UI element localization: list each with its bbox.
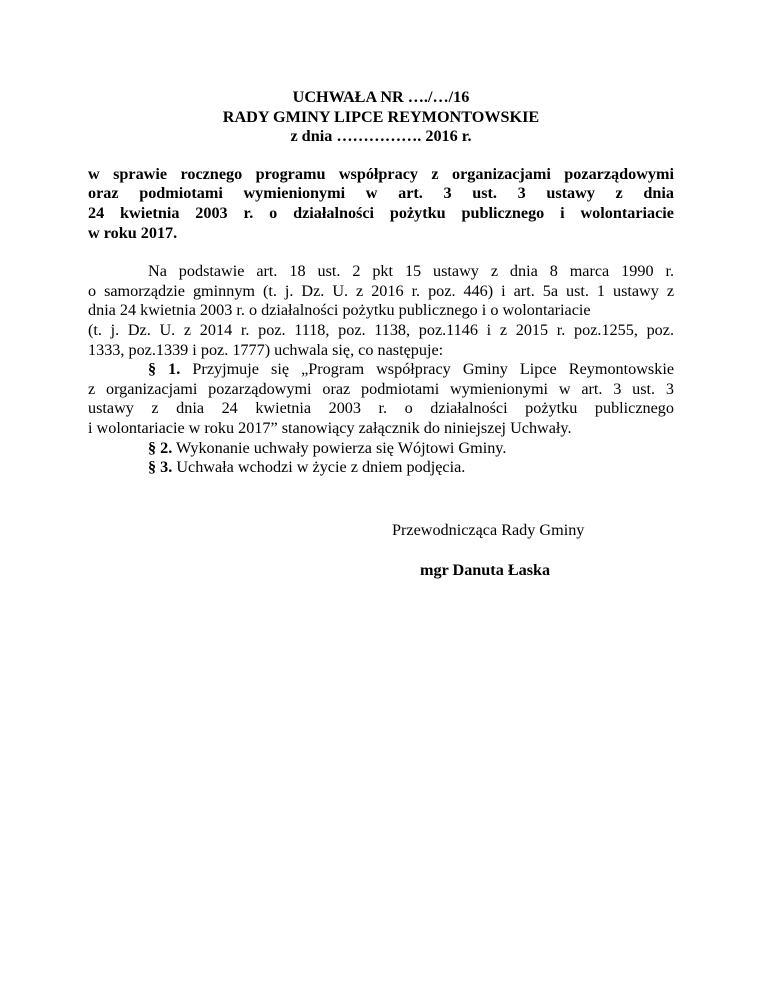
signatory-role: Przewodnicząca Rady Gminy bbox=[392, 521, 585, 539]
paragraph-1-sign: § 1. bbox=[148, 360, 181, 379]
subject-line: w roku 2017. bbox=[88, 223, 178, 242]
paragraph-1 bbox=[88, 360, 674, 438]
preamble-line: 1333, poz.1339 i poz. 1777) uchwala się, co następuje: bbox=[88, 340, 444, 359]
paragraph-3-line bbox=[88, 458, 674, 478]
paragraph-2 bbox=[88, 439, 674, 459]
resolution-body bbox=[88, 262, 674, 478]
resolution-title: UCHWAŁA NR …./…/16 bbox=[292, 88, 470, 106]
paragraph-3-text: Uchwała wchodzi w życie z dniem podjęcia. bbox=[176, 458, 466, 477]
subject-line: 24 kwietnia 2003 r. o działalności pożytku publicznego i wolontariacie bbox=[88, 203, 674, 222]
paragraph-1-text: Przyjmuje się „Program współpracy Gminy Lipce Reymontowskie bbox=[192, 360, 675, 379]
council-name: RADY GMINY LIPCE REYMONTOWSKIE bbox=[222, 107, 540, 126]
resolution-subject bbox=[88, 165, 674, 243]
paragraph-3-sign: § 3. bbox=[148, 458, 173, 477]
preamble-line: Na podstawie art. 18 ust. 2 pkt 15 ustawy z dnia 8 marca 1990 r. bbox=[148, 262, 674, 281]
preamble-line: dnia 24 kwietnia 2003 r. o działalności pożytku publicznego i o wolontariacie bbox=[88, 301, 591, 320]
paragraph-1-line: i wolontariacie w roku 2017” stanowiący załącznik do niniejszej Uchwały. bbox=[88, 418, 572, 437]
preamble-line: o samorządzie gminnym (t. j. Dz. U. z 2016 r. poz. 446) i art. 5a ust. 1 ustawy z bbox=[88, 281, 674, 300]
document-page bbox=[88, 88, 674, 478]
signature-block bbox=[392, 521, 632, 580]
paragraph-2-text: Wykonanie uchwały powierza się Wójtowi Gminy. bbox=[176, 438, 507, 457]
resolution-date: z dnia ……………. 2016 r. bbox=[290, 127, 472, 146]
paragraph-2-sign: § 2. bbox=[148, 438, 173, 457]
signatory-name: mgr Danuta Łaska bbox=[420, 560, 551, 579]
paragraph-1-first-line bbox=[88, 360, 674, 380]
paragraph-1-line: ustawy z dnia 24 kwietnia 2003 r. o działalności pożytku publicznego bbox=[88, 399, 674, 418]
preamble-line: (t. j. Dz. U. z 2014 r. poz. 1118, poz. 1138, poz.1146 i z 2015 r. poz.1255, poz. bbox=[88, 320, 674, 339]
document-header bbox=[88, 88, 674, 147]
subject-line: w sprawie rocznego programu współpracy z organizacjami pozarządowymi bbox=[88, 164, 674, 183]
paragraph-3 bbox=[88, 458, 674, 478]
paragraph-2-line bbox=[88, 439, 674, 459]
subject-line: oraz podmiotami wymienionymi w art. 3 ust. 3 ustawy z dnia bbox=[88, 184, 674, 203]
paragraph-1-line: z organizacjami pozarządowymi oraz podmiotami wymienionymi w art. 3 ust. 3 bbox=[88, 379, 674, 398]
preamble bbox=[88, 262, 674, 360]
